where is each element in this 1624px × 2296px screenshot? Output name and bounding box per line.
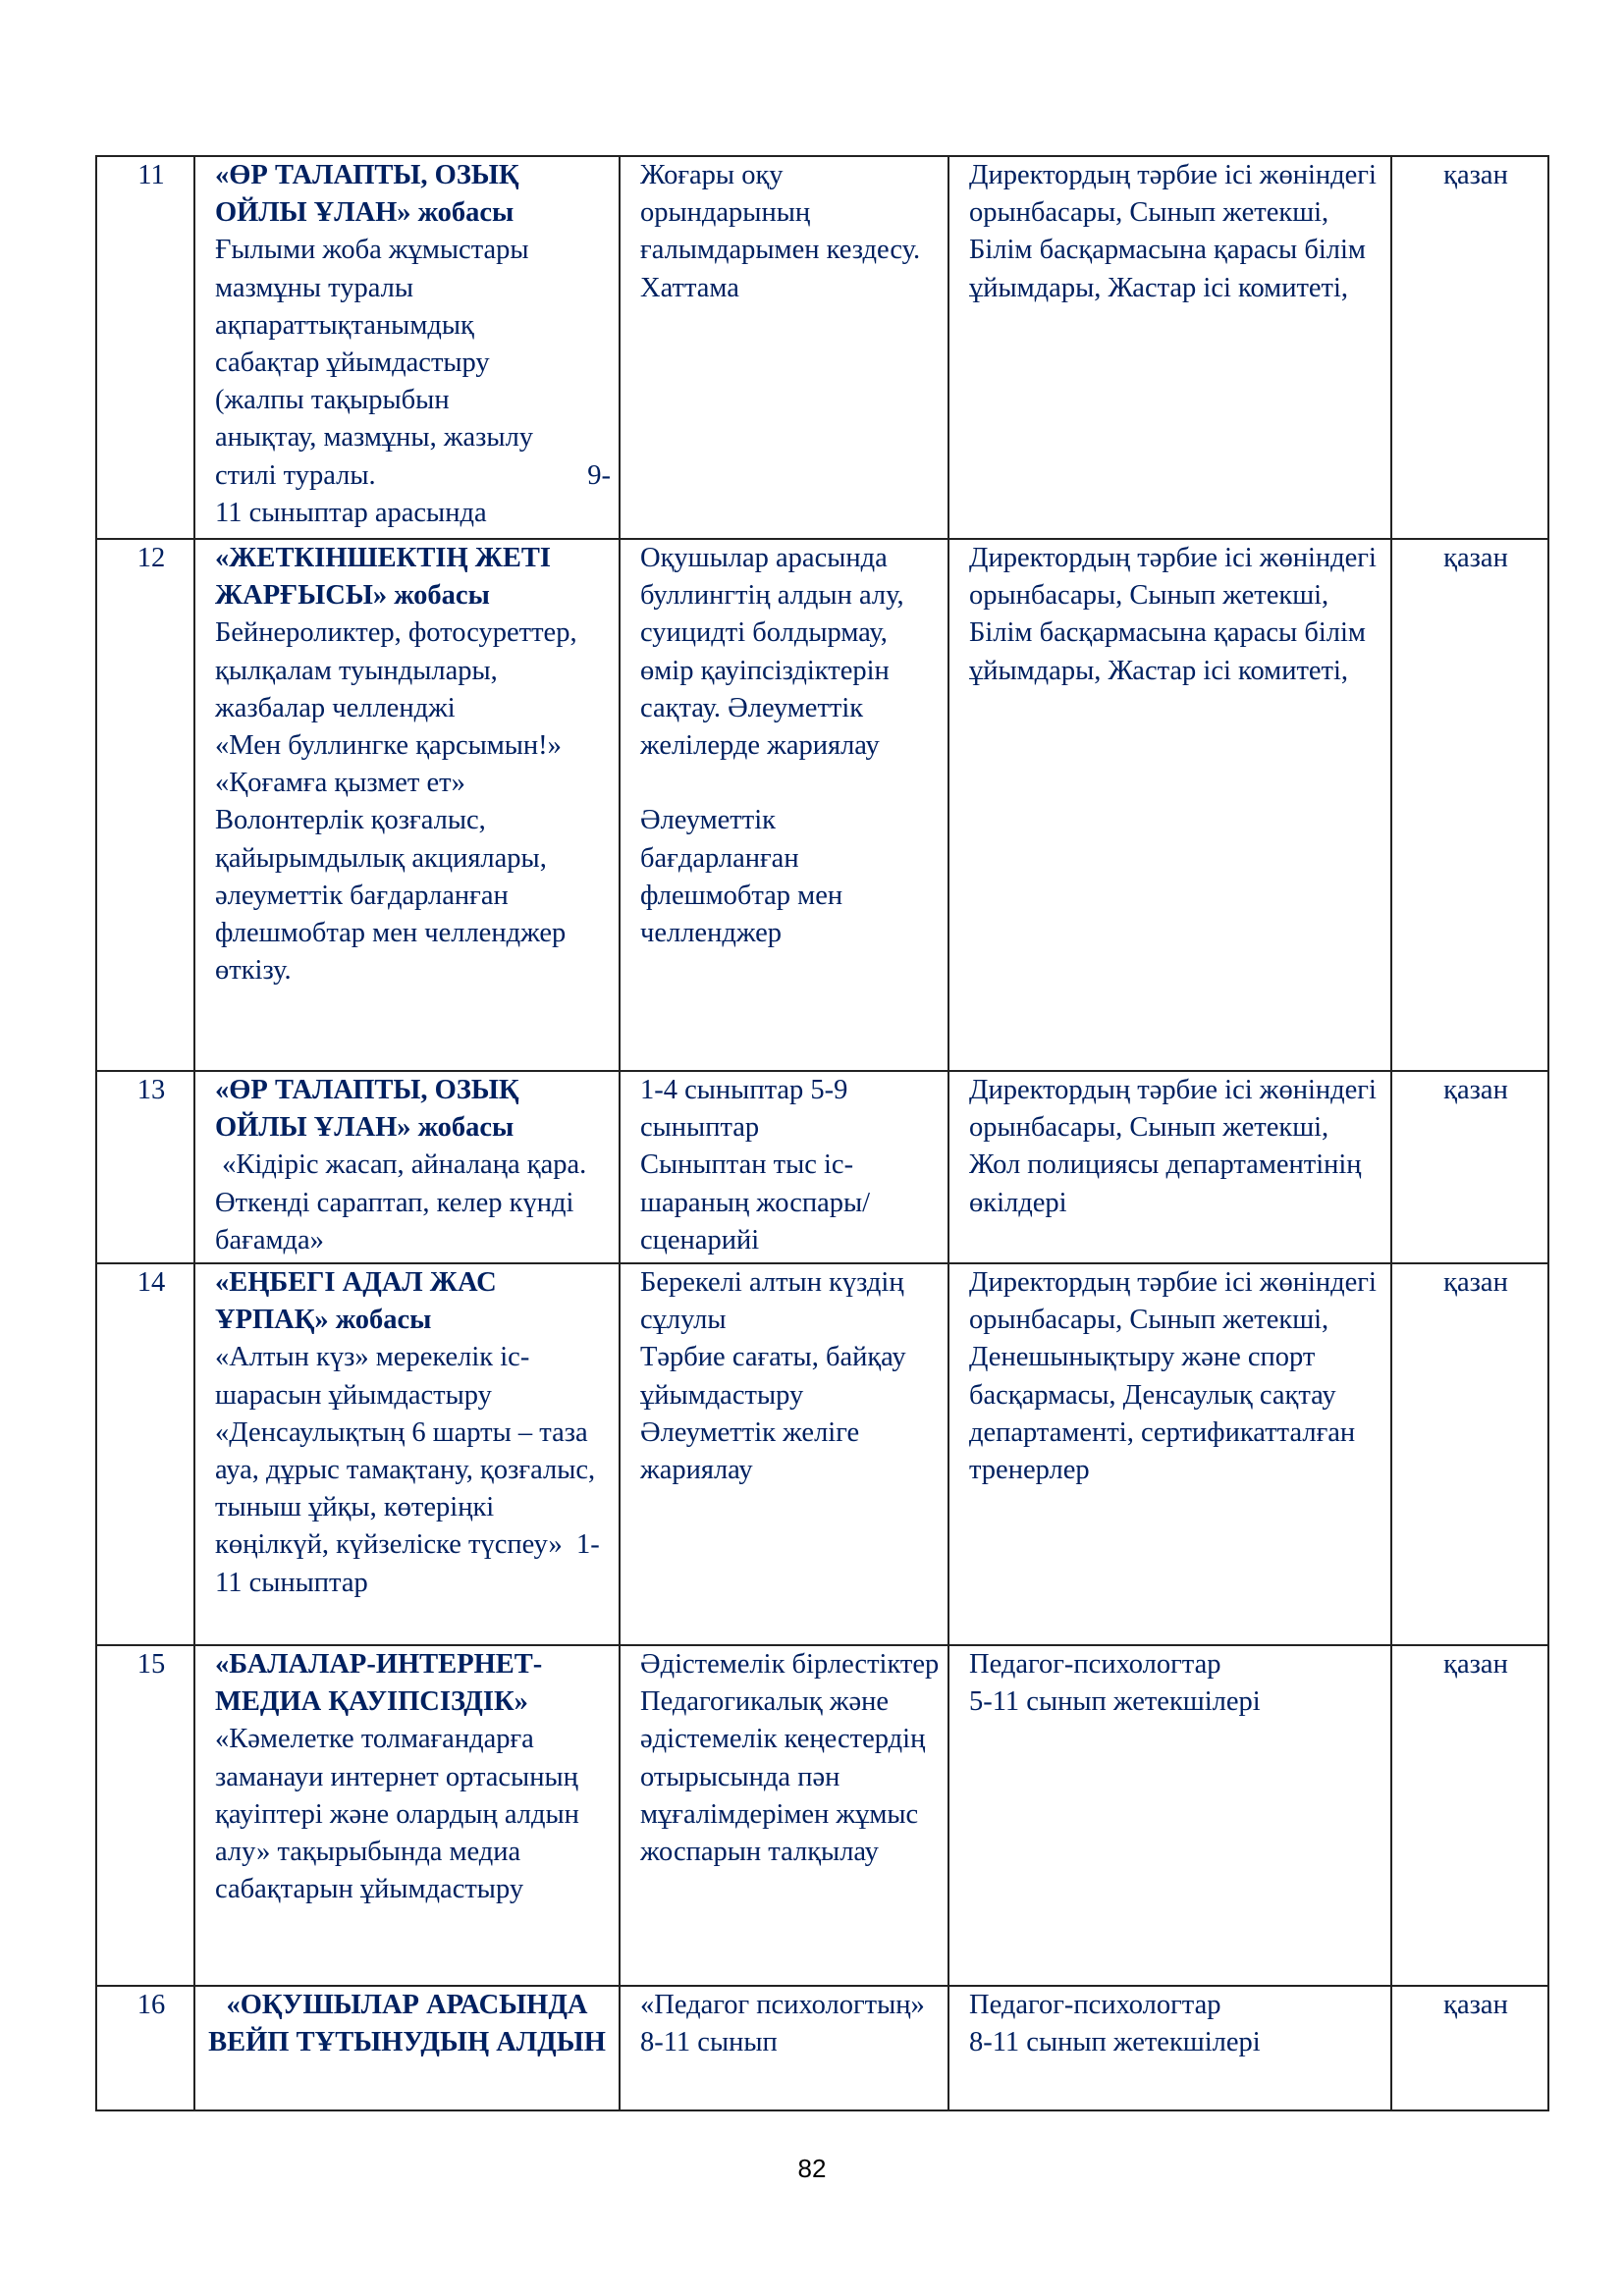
- completion-form: Тәрбие сағаты, байқау ұйымдастыру: [640, 1342, 906, 1411]
- row-number: 14: [96, 1263, 194, 1645]
- responsible-persons: 5-11 сынып жетекшілері: [969, 1686, 1261, 1718]
- responsible-persons: Педагог-психологтар: [969, 1990, 1221, 2020]
- completion-form: Әлеуметтік бағдарланған флешмобтар мен челленджер: [640, 805, 843, 949]
- page-number: 82: [797, 2154, 827, 2183]
- event-description: Бейнероликтер, фотосуреттер, қылқалам туындылары, жазбалар челленджі: [215, 617, 577, 723]
- responsible-persons: Директордың тәрбие ісі жөніндегі орынбасары, Сынып жетекші, Жол полициясы департаментінің өкілдері: [969, 1075, 1377, 1218]
- form-cell: [620, 1071, 948, 1263]
- event-cell: [194, 156, 620, 539]
- event-cell: [194, 1263, 620, 1645]
- responsible-cell: [948, 156, 1391, 539]
- event-description: Волонтерлік қозғалыс, қайырымдылық акциялары, әлеуметтік бағдарланған флешмобтар мен челленджер өткізу.: [215, 805, 567, 987]
- event-description: «Кідіріс жасап, айналаңа қара. Өткенді сараптап, келер күнді бағамда»: [215, 1149, 594, 1255]
- event-cell: [194, 1986, 620, 2110]
- completion-form: Әдістемелік бірлестіктер: [640, 1649, 940, 1680]
- completion-form: 8-11 сынып: [640, 2027, 778, 2058]
- project-title: «ЖЕТКІНШЕКТІҢ ЖЕТІ ЖАРҒЫСЫ» жобасы: [215, 543, 552, 612]
- table-row: [96, 1071, 1548, 1263]
- project-title: «ӨР ТАЛАПТЫ, ОЗЫҚ ОЙЛЫ ҰЛАН» жобасы: [215, 160, 519, 229]
- form-cell: [620, 156, 948, 539]
- month-cell: қазан: [1391, 156, 1548, 539]
- completion-form: Оқушылар арасында буллингтің алдын алу, суицидті болдырмау, өмір қауіпсіздіктерін сақтау. Әлеуметтік желілерде жариялау: [640, 543, 904, 762]
- responsible-cell: [948, 539, 1391, 1071]
- event-description: «Мен буллингке қарсымын!»: [215, 730, 562, 762]
- month-cell: қазан: [1391, 1986, 1548, 2110]
- row-number: 11: [96, 156, 194, 539]
- event-grade-range-start: 9-: [587, 459, 611, 491]
- responsible-cell: [948, 1263, 1391, 1645]
- responsible-cell: [948, 1071, 1391, 1263]
- event-description: «Денсаулықтың 6 шарты – таза ауа, дұрыс тамақтану, қозғалыс, тыныш ұйқы, көтеріңкі көңілкүй, күйзеліске түспеу» 1-11 сыныптар: [215, 1416, 603, 1598]
- completion-form: Әлеуметтік желіге жариялау: [640, 1416, 860, 1486]
- event-description: Ғылыми жоба жұмыстары мазмұны туралы ақпараттықтанымдық сабақтар ұйымдастыру (жалпы тақырыбын анықтау, мазмұны, жазылу стилі туралы.: [215, 235, 534, 491]
- row-number: 15: [96, 1645, 194, 1986]
- completion-form: Педагогикалық және әдістемелік кеңестердің отырысында пән мұғалімдерімен жұмыс жоспарын талқылау: [640, 1686, 926, 1868]
- event-cell: [194, 1071, 620, 1263]
- responsible-persons: Директордың тәрбие ісі жөніндегі орынбасары, Сынып жетекші, Денешынықтыру және спорт басқармасы, Денсаулық сақтау департаменті, сертификатталған тренерлер: [969, 1267, 1377, 1486]
- spacer: [640, 765, 940, 802]
- responsible-persons: Директордың тәрбие ісі жөніндегі орынбасары, Сынып жетекші, Білім басқармасына қарасы білім ұйымдары, Жастар ісі комитеті,: [969, 160, 1377, 303]
- form-cell: [620, 1263, 948, 1645]
- month-cell: қазан: [1391, 1263, 1548, 1645]
- table-row: [96, 539, 1548, 1071]
- row-number: 13: [96, 1071, 194, 1263]
- table-row: [96, 1645, 1548, 1986]
- responsible-persons: 8-11 сынып жетекшілері: [969, 2027, 1261, 2058]
- table-row: [96, 1986, 1548, 2110]
- month-cell: қазан: [1391, 1071, 1548, 1263]
- responsible-cell: [948, 1986, 1391, 2110]
- row-number: 16: [96, 1986, 194, 2110]
- project-title: «ЕҢБЕГІ АДАЛ ЖАС ҰРПАҚ» жобасы: [215, 1267, 497, 1336]
- form-cell: [620, 1645, 948, 1986]
- event-cell: [194, 1645, 620, 1986]
- table-row: [96, 156, 1548, 539]
- event-grade-range: 11 сыныптар арасында: [215, 497, 487, 528]
- completion-form: Берекелі алтын күздің сұлулы: [640, 1267, 904, 1336]
- responsible-persons: Директордың тәрбие ісі жөніндегі орынбасары, Сынып жетекші, Білім басқармасына қарасы білім ұйымдары, Жастар ісі комитеті,: [969, 543, 1377, 686]
- project-title: «ОҚУШЫЛАР АРАСЫНДА ВЕЙП ТҰТЫНУДЫҢ АЛДЫН: [208, 1990, 606, 2058]
- activity-plan-table: [95, 155, 1549, 2111]
- completion-form: Жоғары оқу орындарының ғалымдарымен кездесу. Хаттама: [640, 160, 921, 303]
- form-cell: [620, 539, 948, 1071]
- responsible-persons: Педагог-психологтар: [969, 1649, 1221, 1680]
- completion-form: «Педагог психологтың»: [640, 1990, 925, 2020]
- event-description: «Қоғамға қызмет ет»: [215, 768, 465, 799]
- month-cell: қазан: [1391, 1645, 1548, 1986]
- project-title: «ӨР ТАЛАПТЫ, ОЗЫҚ ОЙЛЫ ҰЛАН» жобасы: [215, 1075, 519, 1144]
- event-description: «Алтын күз» мерекелік іс-шарасын ұйымдастыру: [215, 1342, 530, 1411]
- form-cell: [620, 1986, 948, 2110]
- table-row: [96, 1263, 1548, 1645]
- project-title: «БАЛАЛАР-ИНТЕРНЕТ-МЕДИА ҚАУІПСІЗДІК»: [215, 1649, 543, 1718]
- event-description: «Кәмелетке толмағандарға заманауи интернет ортасының қауіптері және олардың алдын алу» тақырыбында медиа сабақтарын ұйымдастыру: [215, 1724, 579, 1905]
- completion-form: 1-4 сыныптар 5-9 сыныптар: [640, 1075, 848, 1144]
- event-cell: [194, 539, 620, 1071]
- row-number: 12: [96, 539, 194, 1071]
- completion-form: Сыныптан тыс іс-шараның жоспары/сценарийі: [640, 1149, 871, 1255]
- month-cell: қазан: [1391, 539, 1548, 1071]
- responsible-cell: [948, 1645, 1391, 1986]
